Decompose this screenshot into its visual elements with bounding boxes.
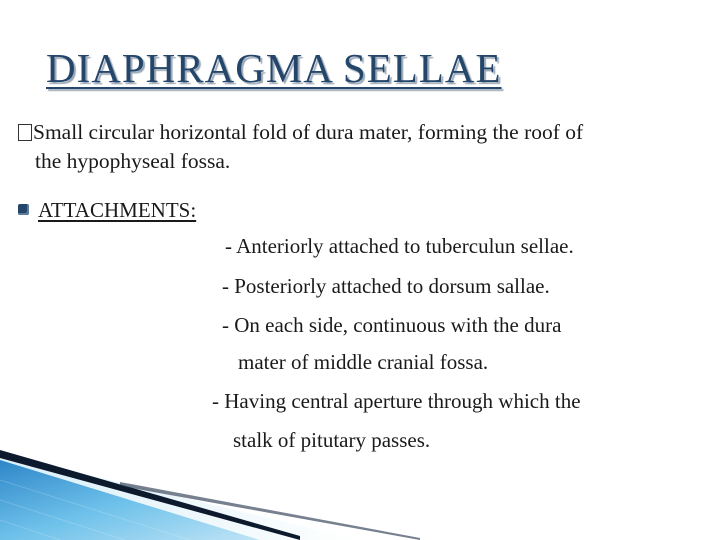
attachment-item-lateral: - On each side, continuous with the dura: [222, 313, 562, 337]
intro-paragraph: [18, 118, 718, 176]
attachment-item-anterior: - Anteriorly attached to tuberculun sellae.: [225, 234, 574, 258]
attachment-item-aperture: - Having central aperture through which the: [212, 389, 581, 413]
intro-line-2: the hypophyseal fossa.: [35, 149, 231, 174]
q-bullet-icon: [18, 204, 29, 215]
corner-decoration-graphic: [0, 450, 720, 540]
attachment-item-aperture-cont: stalk of pitutary passes.: [233, 428, 431, 452]
slide-title: DIAPHRAGMA SELLAE: [46, 45, 502, 91]
attachments-heading: [18, 198, 196, 223]
intro-line-1: Small circular horizontal fold of dura mater, forming the roof of: [33, 120, 584, 144]
attachments-label: ATTACHMENTS:: [38, 198, 197, 222]
attachment-item-lateral-cont: mater of middle cranial fossa.: [238, 350, 489, 374]
attachment-item-posterior: - Posteriorly attached to dorsum sallae.: [222, 274, 550, 298]
square-bullet-icon: [18, 124, 32, 141]
